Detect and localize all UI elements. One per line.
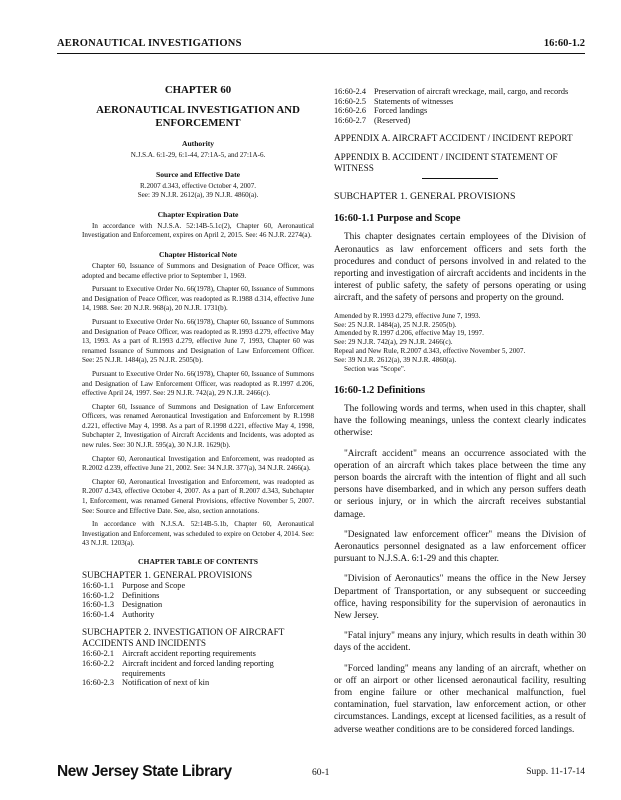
toc-title: Authority [122,609,155,619]
toc-entry [334,116,586,126]
authority-text: N.J.S.A. 6:1-29, 6:1-44, 27:1A-5, and 27:1A-6. [130,151,266,159]
toc-number: 16:60-2.2 [82,658,115,668]
toc-entry [82,649,314,659]
toc-number: 16:60-2.1 [82,649,115,659]
toc-title: Forced landings [374,106,428,116]
history-heading: Chapter Historical Note [159,249,237,259]
toc-entry [82,678,314,688]
toc-title: Notification of next of kin [122,678,210,688]
toc-title: Statements of witnesses [374,96,454,106]
source-line: See: 39 N.J.R. 2612(a), 39 N.J.R. 4860(a). [137,191,259,200]
note-line: See: 25 N.J.R. 1484(a), 25 N.J.R. 2505(b). [334,320,457,329]
definitions-paragraph: The following words and terms, when used in this chapter, shall have the following meanings, unless the context clearly indicates otherwise: [334,403,586,439]
toc-entry [82,581,314,591]
history-paragraph: In accordance with N.J.S.A. 52:14B-5.1b, Chapter 60, Aeronautical Investigation and Enforcement, was scheduled to expire on October 4, 2014. See: 43 N.J.R. 1203(a). [82,520,314,548]
toc-heading: CHAPTER TABLE OF CONTENTS [138,557,258,566]
definition-division: "Division of Aeronautics" means the office in the New Jersey Department of Transportation, or any subsequent or succeeding office, having responsibility for the supervision of aeronautics in New Jersey. [334,574,586,621]
toc-entry [82,600,314,610]
definition-aircraft-accident: "Aircraft accident" means an occurrence associated with the operation of an aircraft which takes place between the time any person boards the aircraft with the intention of flight and all such persons have disembarked, and in which any person suffers death or serious injury, or in which the aircraft receives substantial damage. [334,448,586,520]
toc-number: 16:60-2.7 [334,115,367,125]
chapter-subtitle: AERONAUTICAL INVESTIGATION AND ENFORCEMENT [96,104,300,129]
toc-entry [334,87,586,97]
note-line: Amended by R.1997 d.206, effective May 19, 1997. [334,329,484,338]
history-paragraph: Pursuant to Executive Order No. 66(1978), Chapter 60, Issuance of Summons and Designation of Peace Officer, was readopted as R.1988 d.314, effective June 14, 1988. See: 20 N.J.R. 968(a), 20 N.J.R. 1731(b). [82,285,314,313]
toc-number: 16:60-1.1 [82,581,115,590]
definition-forced-landing: "Forced landing" means any landing of an aircraft, whether on or off an airport or other licensed aeronautical facility, resulting from engine failure or other mechanical malfunction, fuel contamination, fuel starvation, law enforcement action, or other circumstances. Landings, except at licensed facilities, as a result of adverse weather conditions are to be considered forced landings. [334,663,586,735]
appendix-b: APPENDIX B. ACCIDENT / INCIDENT STATEMENT OF WITNESS [334,152,558,174]
toc-number: 16:60-2.4 [334,87,367,96]
note-line: See: 29 N.J.R. 742(a), 29 N.J.R. 2466(c). [334,338,453,347]
history-paragraph: Pursuant to Executive Order No. 66(1978), Chapter 60, Issuance of Summons and Designation of Law Enforcement Officer, was readopted as R.1997 d.206, effective April 24, 1997. See: 29 N.J.R. 742(a), 29 N.J.R. 2466(c). [82,369,314,398]
toc-title: (Reserved) [374,115,411,125]
page-footer [57,763,585,785]
subchapter-1-heading: SUBCHAPTER 1. GENERAL PROVISIONS [334,191,516,203]
toc-title: Preservation of aircraft wreckage, mail, cargo, and records [374,87,569,96]
toc-number: 16:60-2.6 [334,106,367,116]
toc-entry [82,591,314,601]
left-column [82,80,314,688]
history-paragraph: Chapter 60, Aeronautical Investigation and Enforcement, was readopted as R.2002 d.239, effective June 21, 2002. See: 34 N.J.R. 377(a), 34 N.J.R. 2466(a). [82,454,314,473]
page-number: 60-1 [312,768,330,778]
header-rule [57,53,585,54]
header-section: 16:60-1.2 [543,38,585,49]
toc-title: Purpose and Scope [122,581,186,590]
note-line: Repeal and New Rule, R.2007 d.343, effective November 5, 2007. [334,347,526,356]
supplement-date: Supp. 11-17-14 [526,767,585,777]
toc-subchapter-1: SUBCHAPTER 1. GENERAL PROVISIONS [82,570,253,580]
definition-fatal-injury: "Fatal injury" means any injury, which results in death within 30 days of the accident. [334,631,586,654]
section-1-1-notes [334,312,586,374]
header-title: AERONAUTICAL INVESTIGATIONS [57,38,242,49]
toc-title: Aircraft accident reporting requirements [122,649,256,659]
history-paragraph: Chapter 60, Issuance of Summons and Designation of Law Enforcement Officers, was renamed Aeronautical Investigation and Enforcement by R.1998 d.221, effective May 4, 1998. As a part of R.1998 d.221, effective May 4, 1998, Subchapter 2, Investigation of Aircraft Accidents and Incidents, was adopted as new rules. See: 30 N.J.R. 595(a), 30 N.J.R. 1629(b). [82,402,314,450]
toc-title: Definitions [122,590,160,600]
expiration-text: In accordance with N.J.S.A. 52:14B-5.1c(2), Chapter 60, Aeronautical Investigation and Enforcement, expires on April 2, 2015. See: 46 N.J.R. 2274(a). [82,221,314,240]
definition-designated-officer: "Designated law enforcement officer" means the Division of Aeronautics personnel designated as a law enforcement officer pursuant to N.J.S.A. 6:1-29 and this chapter. [334,529,586,565]
note-line: Section was "Scope". [344,365,406,374]
toc-entry [82,610,314,620]
toc-title: Designation [122,600,163,610]
appendix-a: APPENDIX A. AIRCRAFT ACCIDENT / INCIDENT REPORT [334,133,573,144]
expiration-heading: Chapter Expiration Date [157,209,239,219]
toc-end-rule [422,178,498,179]
chapter-title: CHAPTER 60 [164,84,232,96]
running-header [57,38,585,52]
authority-heading: Authority [181,139,215,148]
toc-title: Aircraft incident and forced landing reporting requirements [122,658,274,678]
note-line: See: 39 N.J.R. 2612(a), 39 N.J.R. 4860(a). [334,356,457,365]
history-paragraph: Chapter 60, Aeronautical Investigation and Enforcement, was readopted as R.2007 d.343, effective October 4, 2007. As a part of R.2007 d.343, Subchapter 1, Enforcement, was renamed General Provisions, effective November 5, 2007. See: Source and Effective Date. See, also, section annotations. [82,477,314,515]
history-paragraph: Pursuant to Executive Order No. 66(1978), Chapter 60, Issuance of Summons and Designation of Peace Officer, was readopted as R.1993 d.279, effective May 13, 1993. As a part of R.1993 d.279, effective June 7, 1993, Chapter 60 was renamed Issuance of Summons and Designation of Law Enforcement Officer. See: 25 N.J.R. 1484(a), 25 N.J.R. 2505(b). [82,317,314,365]
history-paragraph: Chapter 60, Issuance of Summons and Designation of Peace Officer, was adopted and became effective prior to September 1, 1969. [82,261,314,280]
section-1-1-body: This chapter designates certain employees of the Division of Aeronautics as law enforcement officers and sets forth the procedures and conduct of persons involved in and related to the reporting and investigation of aircraft accidents and incidents in the interest of public safety, the safety of persons operating or using aircraft, and the safety of persons and property on the ground. [334,232,586,304]
toc-number: 16:60-1.2 [82,590,115,600]
section-1-2-heading: 16:60-1.2 Definitions [334,384,425,396]
toc-entry [334,97,586,107]
library-name: New Jersey State Library [57,763,232,780]
section-1-1-heading: 16:60-1.1 Purpose and Scope [334,213,461,225]
toc-number: 16:60-2.5 [334,96,367,106]
toc-subchapter-2: SUBCHAPTER 2. INVESTIGATION OF AIRCRAFT ACCIDENTS AND INCIDENTS [82,627,285,649]
toc-number: 16:60-1.3 [82,600,115,610]
toc-entry [82,659,314,678]
note-line: Amended by R.1993 d.279, effective June 7, 1993. [334,311,481,320]
source-heading: Source and Effective Date [155,169,240,179]
right-column [334,87,586,736]
toc-number: 16:60-2.3 [82,678,115,688]
toc-entry [334,106,586,116]
toc-number: 16:60-1.4 [82,609,115,619]
source-line: R.2007 d.343, effective October 4, 2007. [139,181,257,190]
